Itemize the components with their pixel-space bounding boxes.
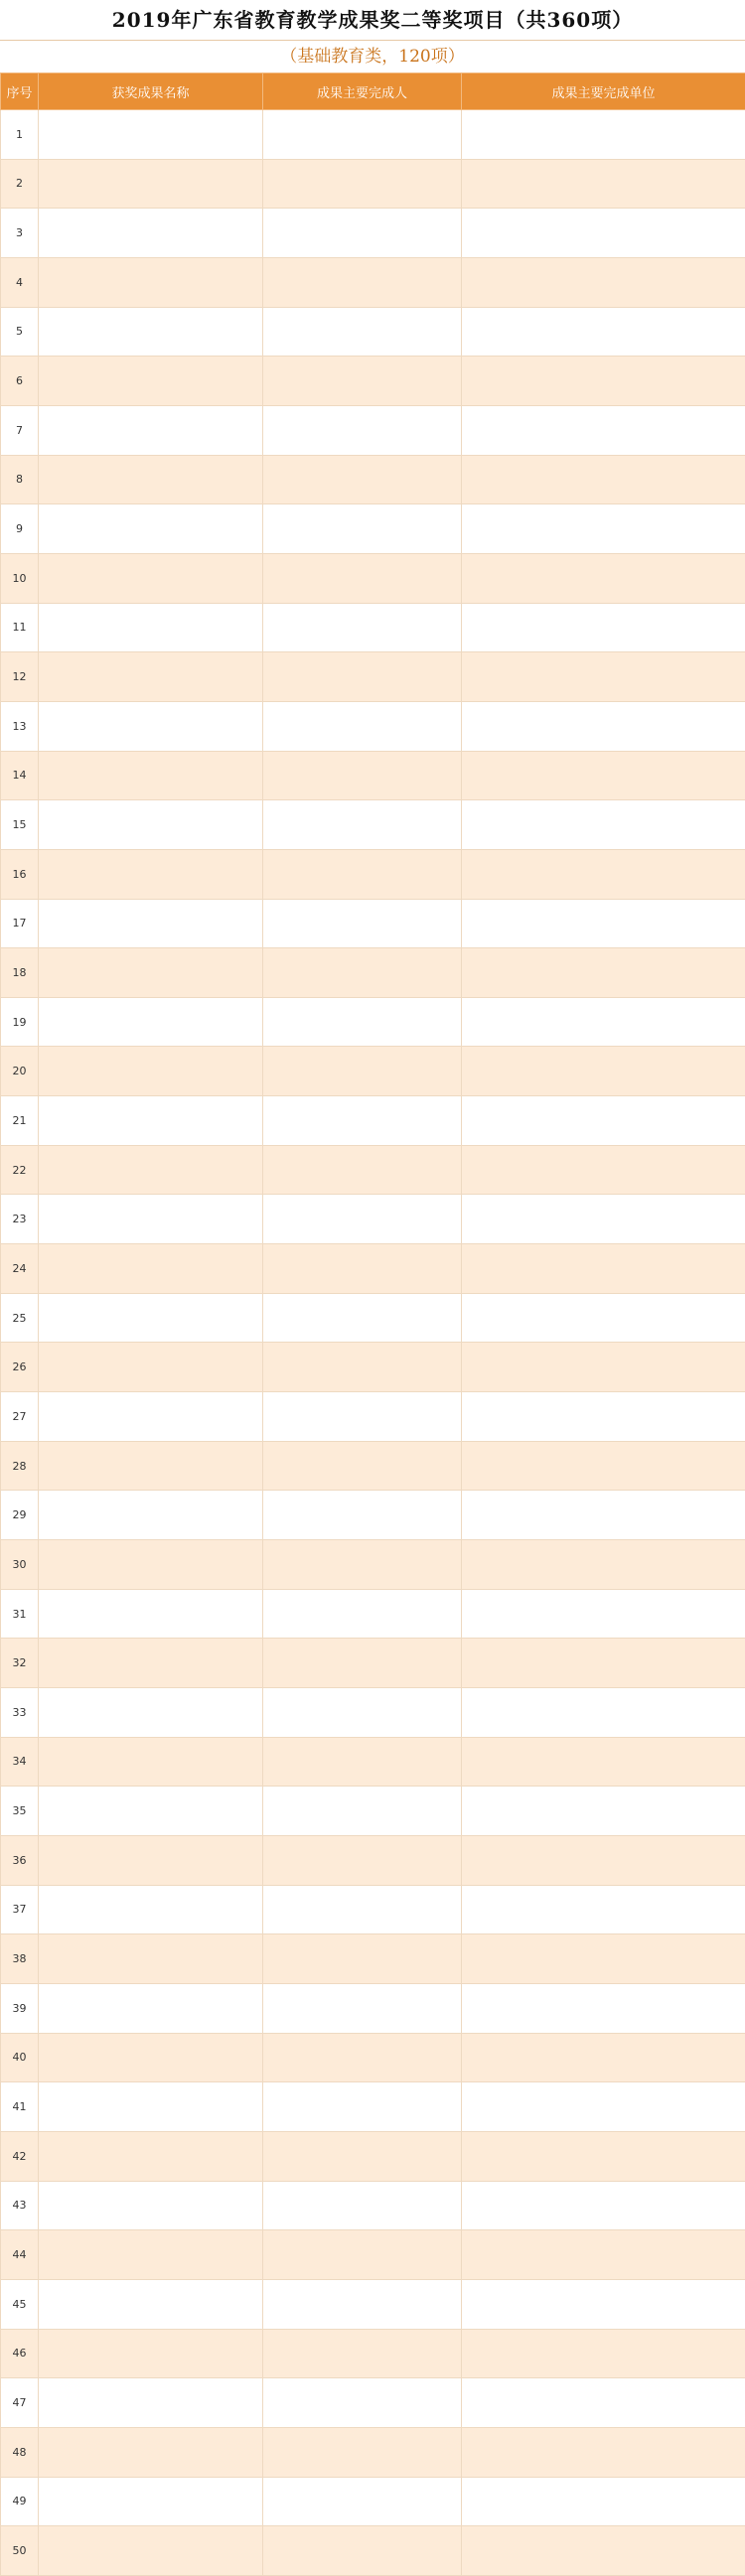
project-title-cell	[39, 2181, 263, 2230]
row-number-cell: 25	[1, 1293, 39, 1343]
table-row	[1, 1688, 745, 1738]
table-row	[1, 1145, 745, 1195]
organization-cell	[462, 1589, 745, 1639]
row-number-cell: 1	[1, 110, 39, 160]
organization-cell	[462, 1491, 745, 1540]
organization-cell	[462, 504, 745, 554]
organization-cell	[462, 1639, 745, 1688]
row-number-cell: 36	[1, 1835, 39, 1885]
table-row	[1, 357, 745, 406]
table-row	[1, 1983, 745, 2033]
project-title-cell	[39, 1145, 263, 1195]
people-cell	[263, 110, 462, 160]
row-number-cell: 5	[1, 307, 39, 357]
organization-cell	[462, 2230, 745, 2280]
row-number-cell: 38	[1, 1934, 39, 1984]
row-number-cell: 35	[1, 1787, 39, 1836]
row-number-cell: 49	[1, 2477, 39, 2526]
organization-cell	[462, 997, 745, 1047]
people-cell	[263, 357, 462, 406]
organization-cell	[462, 2477, 745, 2526]
table-row	[1, 2082, 745, 2132]
row-number-cell: 33	[1, 1688, 39, 1738]
people-cell	[263, 257, 462, 307]
project-title-cell	[39, 2033, 263, 2082]
people-cell	[263, 159, 462, 209]
project-title-cell	[39, 159, 263, 209]
project-title-cell	[39, 110, 263, 160]
table-row	[1, 1096, 745, 1146]
organization-cell	[462, 307, 745, 357]
row-number-cell: 13	[1, 701, 39, 751]
table-row	[1, 1392, 745, 1442]
people-cell	[263, 1343, 462, 1392]
awards-table	[0, 72, 745, 2576]
row-number-cell: 15	[1, 800, 39, 850]
project-title-cell	[39, 1934, 263, 1984]
project-title-cell	[39, 997, 263, 1047]
people-cell	[263, 1293, 462, 1343]
table-body	[1, 110, 745, 2576]
table-header	[1, 73, 745, 110]
table-row	[1, 1441, 745, 1491]
project-title-cell	[39, 2477, 263, 2526]
row-number-cell: 17	[1, 899, 39, 948]
row-number-cell: 21	[1, 1096, 39, 1146]
organization-cell	[462, 1835, 745, 1885]
row-number-cell: 34	[1, 1737, 39, 1787]
project-title-cell	[39, 1639, 263, 1688]
row-number-cell: 27	[1, 1392, 39, 1442]
project-title-cell	[39, 2378, 263, 2428]
people-cell	[263, 948, 462, 998]
people-cell	[263, 1392, 462, 1442]
people-cell	[263, 2230, 462, 2280]
people-cell	[263, 1787, 462, 1836]
table-row	[1, 1589, 745, 1639]
organization-cell	[462, 800, 745, 850]
page-title: 2019年广东省教育教学成果奖二等奖项目（共360项）	[0, 0, 745, 40]
project-title-cell	[39, 2329, 263, 2378]
organization-cell	[462, 603, 745, 652]
row-number-cell: 48	[1, 2427, 39, 2477]
project-title-cell	[39, 307, 263, 357]
row-number-cell: 37	[1, 1885, 39, 1934]
organization-cell	[462, 1885, 745, 1934]
project-title-cell	[39, 1343, 263, 1392]
organization-cell	[462, 1096, 745, 1146]
organization-cell	[462, 849, 745, 899]
table-row	[1, 603, 745, 652]
organization-cell	[462, 1047, 745, 1096]
project-title-cell	[39, 1737, 263, 1787]
people-cell	[263, 2181, 462, 2230]
project-title-cell	[39, 455, 263, 504]
table-row	[1, 1787, 745, 1836]
organization-cell	[462, 553, 745, 603]
row-number-cell: 11	[1, 603, 39, 652]
table-row	[1, 1639, 745, 1688]
row-number-cell: 43	[1, 2181, 39, 2230]
project-title-cell	[39, 1491, 263, 1540]
table-row	[1, 2230, 745, 2280]
project-title-cell	[39, 209, 263, 258]
table-row	[1, 1737, 745, 1787]
table-row	[1, 899, 745, 948]
row-number-cell: 40	[1, 2033, 39, 2082]
table-row	[1, 209, 745, 258]
organization-cell	[462, 1688, 745, 1738]
people-cell	[263, 1639, 462, 1688]
organization-cell	[462, 652, 745, 702]
table-row	[1, 1244, 745, 1294]
table-row	[1, 504, 745, 554]
organization-cell	[462, 209, 745, 258]
organization-cell	[462, 2279, 745, 2329]
project-title-cell	[39, 2131, 263, 2181]
organization-cell	[462, 110, 745, 160]
people-cell	[263, 1934, 462, 1984]
people-cell	[263, 2477, 462, 2526]
row-number-cell: 12	[1, 652, 39, 702]
organization-cell	[462, 1244, 745, 1294]
people-cell	[263, 504, 462, 554]
row-number-cell: 44	[1, 2230, 39, 2280]
project-title-cell	[39, 1983, 263, 2033]
organization-cell	[462, 455, 745, 504]
organization-cell	[462, 1540, 745, 1590]
column-header-title: 获奖成果名称	[39, 73, 263, 110]
row-number-cell: 39	[1, 1983, 39, 2033]
organization-cell	[462, 1392, 745, 1442]
project-title-cell	[39, 1441, 263, 1491]
project-title-cell	[39, 800, 263, 850]
people-cell	[263, 2378, 462, 2428]
project-title-cell	[39, 1835, 263, 1885]
project-title-cell	[39, 1244, 263, 1294]
row-number-cell: 16	[1, 849, 39, 899]
organization-cell	[462, 1293, 745, 1343]
people-cell	[263, 603, 462, 652]
project-title-cell	[39, 1096, 263, 1146]
project-title-cell	[39, 2230, 263, 2280]
people-cell	[263, 307, 462, 357]
organization-cell	[462, 2033, 745, 2082]
people-cell	[263, 701, 462, 751]
table-row	[1, 1540, 745, 1590]
people-cell	[263, 1885, 462, 1934]
organization-cell	[462, 2378, 745, 2428]
people-cell	[263, 1195, 462, 1244]
organization-cell	[462, 1195, 745, 1244]
people-cell	[263, 1047, 462, 1096]
people-cell	[263, 1589, 462, 1639]
project-title-cell	[39, 1047, 263, 1096]
people-cell	[263, 1145, 462, 1195]
row-number-cell: 2	[1, 159, 39, 209]
table-row	[1, 849, 745, 899]
row-number-cell: 23	[1, 1195, 39, 1244]
people-cell	[263, 849, 462, 899]
people-cell	[263, 2131, 462, 2181]
project-title-cell	[39, 1195, 263, 1244]
table-row	[1, 2279, 745, 2329]
organization-cell	[462, 2427, 745, 2477]
project-title-cell	[39, 504, 263, 554]
organization-cell	[462, 2181, 745, 2230]
organization-cell	[462, 1145, 745, 1195]
project-title-cell	[39, 701, 263, 751]
project-title-cell	[39, 1540, 263, 1590]
people-cell	[263, 1540, 462, 1590]
people-cell	[263, 2526, 462, 2576]
row-number-cell: 4	[1, 257, 39, 307]
table-row	[1, 2329, 745, 2378]
people-cell	[263, 553, 462, 603]
table-row	[1, 701, 745, 751]
row-number-cell: 7	[1, 405, 39, 455]
table-row	[1, 1491, 745, 1540]
organization-cell	[462, 751, 745, 800]
people-cell	[263, 1688, 462, 1738]
people-cell	[263, 2329, 462, 2378]
row-number-cell: 3	[1, 209, 39, 258]
table-row	[1, 110, 745, 160]
people-cell	[263, 1244, 462, 1294]
row-number-cell: 46	[1, 2329, 39, 2378]
table-row	[1, 2526, 745, 2576]
row-number-cell: 9	[1, 504, 39, 554]
people-cell	[263, 1983, 462, 2033]
project-title-cell	[39, 849, 263, 899]
project-title-cell	[39, 652, 263, 702]
project-title-cell	[39, 2082, 263, 2132]
organization-cell	[462, 948, 745, 998]
people-cell	[263, 405, 462, 455]
row-number-cell: 19	[1, 997, 39, 1047]
table-row	[1, 1293, 745, 1343]
organization-cell	[462, 2329, 745, 2378]
organization-cell	[462, 357, 745, 406]
project-title-cell	[39, 1293, 263, 1343]
people-cell	[263, 1096, 462, 1146]
organization-cell	[462, 2082, 745, 2132]
people-cell	[263, 1491, 462, 1540]
table-row	[1, 2181, 745, 2230]
project-title-cell	[39, 1885, 263, 1934]
project-title-cell	[39, 2427, 263, 2477]
table-row	[1, 1047, 745, 1096]
organization-cell	[462, 257, 745, 307]
row-number-cell: 24	[1, 1244, 39, 1294]
table-row	[1, 751, 745, 800]
project-title-cell	[39, 899, 263, 948]
column-header-people: 成果主要完成人	[263, 73, 462, 110]
table-row	[1, 2033, 745, 2082]
row-number-cell: 10	[1, 553, 39, 603]
table-row	[1, 405, 745, 455]
people-cell	[263, 1835, 462, 1885]
organization-cell	[462, 701, 745, 751]
organization-cell	[462, 159, 745, 209]
project-title-cell	[39, 2526, 263, 2576]
organization-cell	[462, 1737, 745, 1787]
people-cell	[263, 751, 462, 800]
project-title-cell	[39, 1589, 263, 1639]
row-number-cell: 29	[1, 1491, 39, 1540]
row-number-cell: 18	[1, 948, 39, 998]
table-row	[1, 997, 745, 1047]
project-title-cell	[39, 603, 263, 652]
row-number-cell: 6	[1, 357, 39, 406]
people-cell	[263, 1441, 462, 1491]
table-row	[1, 2427, 745, 2477]
people-cell	[263, 455, 462, 504]
organization-cell	[462, 1441, 745, 1491]
project-title-cell	[39, 405, 263, 455]
table-row	[1, 455, 745, 504]
page-subtitle: （基础教育类，120项）	[0, 40, 745, 72]
organization-cell	[462, 1983, 745, 2033]
column-header-org: 成果主要完成单位	[462, 73, 745, 110]
column-header-number: 序号	[1, 73, 39, 110]
table-row	[1, 2131, 745, 2181]
row-number-cell: 20	[1, 1047, 39, 1096]
table-row	[1, 1195, 745, 1244]
table-row	[1, 800, 745, 850]
row-number-cell: 31	[1, 1589, 39, 1639]
row-number-cell: 41	[1, 2082, 39, 2132]
people-cell	[263, 209, 462, 258]
project-title-cell	[39, 1688, 263, 1738]
table-row	[1, 652, 745, 702]
organization-cell	[462, 2131, 745, 2181]
table-row	[1, 2477, 745, 2526]
header-row	[1, 73, 745, 110]
project-title-cell	[39, 751, 263, 800]
table-row	[1, 159, 745, 209]
table-row	[1, 1835, 745, 1885]
project-title-cell	[39, 257, 263, 307]
table-row	[1, 948, 745, 998]
table-row	[1, 257, 745, 307]
row-number-cell: 14	[1, 751, 39, 800]
organization-cell	[462, 1787, 745, 1836]
organization-cell	[462, 899, 745, 948]
row-number-cell: 50	[1, 2526, 39, 2576]
row-number-cell: 26	[1, 1343, 39, 1392]
row-number-cell: 42	[1, 2131, 39, 2181]
row-number-cell: 22	[1, 1145, 39, 1195]
row-number-cell: 45	[1, 2279, 39, 2329]
project-title-cell	[39, 553, 263, 603]
row-number-cell: 28	[1, 1441, 39, 1491]
project-title-cell	[39, 948, 263, 998]
people-cell	[263, 2427, 462, 2477]
people-cell	[263, 997, 462, 1047]
organization-cell	[462, 405, 745, 455]
table-row	[1, 307, 745, 357]
row-number-cell: 8	[1, 455, 39, 504]
project-title-cell	[39, 1787, 263, 1836]
organization-cell	[462, 1934, 745, 1984]
people-cell	[263, 1737, 462, 1787]
people-cell	[263, 899, 462, 948]
table-row	[1, 2378, 745, 2428]
project-title-cell	[39, 2279, 263, 2329]
row-number-cell: 30	[1, 1540, 39, 1590]
table-row	[1, 553, 745, 603]
people-cell	[263, 2033, 462, 2082]
people-cell	[263, 652, 462, 702]
table-row	[1, 1934, 745, 1984]
row-number-cell: 47	[1, 2378, 39, 2428]
people-cell	[263, 800, 462, 850]
table-row	[1, 1885, 745, 1934]
project-title-cell	[39, 1392, 263, 1442]
people-cell	[263, 2082, 462, 2132]
table-row	[1, 1343, 745, 1392]
organization-cell	[462, 1343, 745, 1392]
people-cell	[263, 2279, 462, 2329]
row-number-cell: 32	[1, 1639, 39, 1688]
organization-cell	[462, 2526, 745, 2576]
project-title-cell	[39, 357, 263, 406]
